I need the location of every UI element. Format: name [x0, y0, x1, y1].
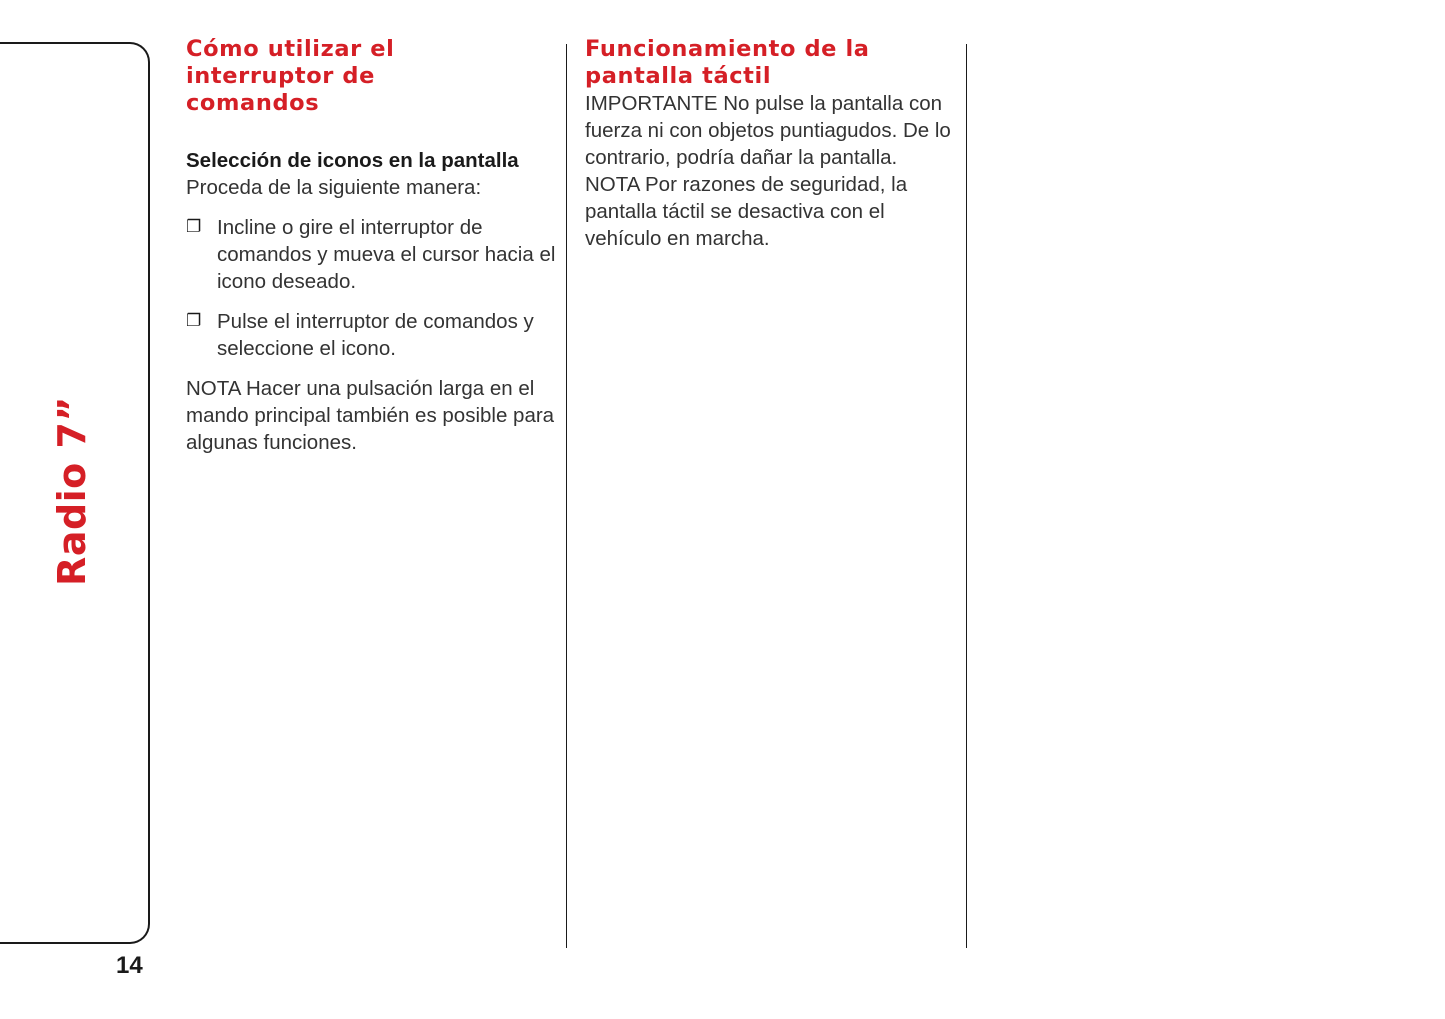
column-divider-2	[966, 44, 967, 948]
column-divider-1	[566, 44, 567, 948]
left-column	[186, 36, 556, 456]
list-item-text: Pulse el interruptor de comandos y seleccione el icono.	[217, 310, 534, 360]
list-item	[186, 308, 556, 362]
section-title-line: Funcionamiento de la	[585, 36, 870, 62]
list-item-text: Incline o gire el interruptor de comandos y mueva el cursor hacia el icono deseado.	[217, 216, 556, 293]
section-title-touchscreen	[585, 36, 957, 90]
page-number: 14	[116, 952, 143, 979]
section-title-line: interruptor de	[186, 63, 375, 89]
section-title-line: Cómo utilizar el	[186, 36, 395, 62]
important-paragraph: IMPORTANTE No pulse la pantalla con fuerza ni con objetos puntiagudos. De lo contrario, podría dañar la pantalla.	[585, 92, 951, 169]
checkbox-bullet-icon: ❐	[186, 217, 202, 237]
subheading-icon-selection: Selección de iconos en la pantalla	[186, 149, 519, 172]
intro-paragraph: Proceda de la siguiente manera:	[186, 176, 482, 199]
note-paragraph: NOTA Por razones de seguridad, la pantalla táctil se desactiva con el vehículo en marcha.	[585, 173, 908, 250]
section-title-line: comandos	[186, 90, 320, 116]
note-paragraph: NOTA Hacer una pulsación larga en el mando principal también es posible para algunas funciones.	[186, 377, 555, 454]
checkbox-bullet-icon: ❐	[186, 311, 202, 331]
chapter-tab-label: Radio 7”	[50, 396, 94, 586]
section-title-command-switch	[186, 36, 556, 117]
section-title-line: pantalla táctil	[585, 63, 772, 89]
right-column	[585, 36, 957, 252]
list-item	[186, 214, 556, 295]
steps-list	[186, 214, 556, 362]
